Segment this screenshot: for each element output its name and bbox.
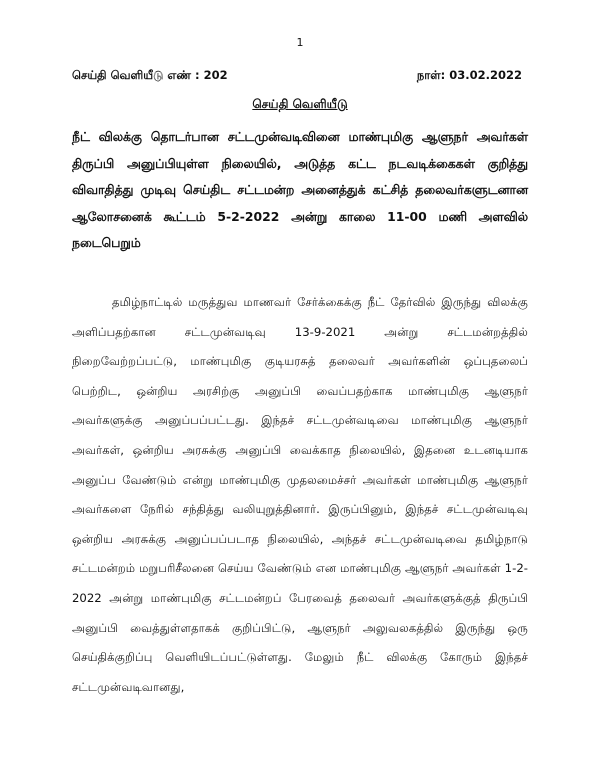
headline: நீட் விலக்கு தொடர்பான சட்டமுன்வடிவினை மாண்புமிகு ஆளுநர் அவர்கள் திருப்பி அனுப்பியுள்ள நிலையில், அடுத்த கட்ட நடவடிக்கைகள் குறித்து விவாதித்து முடிவு செய்திட சட்டமன்ற அனைத்துக் கட்சித் தலைவர்களுடனான ஆலோசனைக் கூட்டம் 5-2-2022 அன்று காலை 11-00 மணி அளவில் நடைபெறும் bbox=[72, 129, 528, 250]
release-number: செய்தி வெளியீடு எண் : 202 bbox=[72, 68, 228, 82]
document-title: செய்தி வெளியீடு bbox=[252, 97, 348, 111]
page-number: 1 bbox=[296, 36, 304, 49]
release-header bbox=[72, 68, 522, 84]
body-paragraph: தமிழ்நாட்டில் மருத்துவ மாணவர் சேர்க்கைக்கு நீட் தேர்வில் இருந்து விலக்கு அளிப்பதற்கான சட்டமுன்வடிவு 13-9-2021 அன்று சட்டமன்றத்தில் நிறைவேற்றப்பட்டு, மாண்புமிகு குடியரசுத் தலைவர் அவர்களின் ஒப்புதலைப் பெற்றிட, ஒன்றிய அரசிற்கு அனுப்பி வைப்பதற்காக மாண்புமிகு ஆளுநர் அவர்களுக்கு அனுப்பப்பட்டது. இந்தச் சட்டமுன்வடிவை மாண்புமிகு ஆளுநர் அவர்கள், ஒன்றிய அரசுக்கு அனுப்பி வைக்காத நிலையில், இதனை உடனடியாக அனுப்ப வேண்டும் என்று மாண்புமிகு முதலமைச்சர் அவர்கள் மாண்புமிகு ஆளுநர் அவர்களை நேரில் சந்தித்து வலியுறுத்தினார். இருப்பினும், இந்தச் சட்டமுன்வடிவு ஒன்றிய அரசுக்கு அனுப்பப்படாத நிலையில், அந்தச் சட்டமுன்வடிவை தமிழ்நாடு சட்டமன்றம் மறுபரிசீலனை செய்ய வேண்டும் என மாண்புமிகு ஆளுநர் அவர்கள் 1-2-2022 அன்று மாண்புமிகு சட்டமன்றப் பேரவைத் தலைவர் அவர்களுக்குத் திருப்பி அனுப்பி வைத்துள்ளதாகக் குறிப்பிட்டு, ஆளுநர் அலுவலகத்தில் இருந்து ஒரு செய்திக்குறிப்பு வெளியிடப்பட்டுள்ளது. மேலும் நீட் விலக்கு கோரும் இந்தச் சட்டமுன்வடிவானது, bbox=[72, 295, 528, 694]
release-date: நாள்: 03.02.2022 bbox=[416, 68, 522, 82]
